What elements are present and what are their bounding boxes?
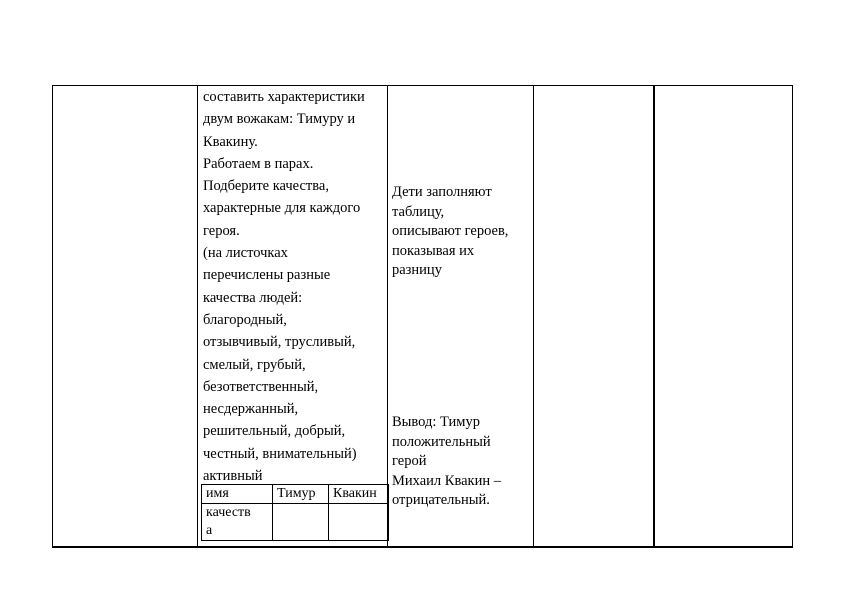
empty-cell-result [534,86,652,546]
text-line: честный, внимательный) [203,445,357,462]
text-line: благородный, [203,311,287,328]
text-line: Квакину. [203,133,258,150]
text-line: составить характеристики [203,89,365,105]
text-line: Вывод: Тимур [392,414,480,430]
text-line: положительный [392,433,491,450]
text-line: двум вожакам: Тимуру и [203,111,356,128]
student-activity-text [392,183,508,281]
text-line: описывают героев, [392,223,509,239]
text-line: герой [392,453,427,469]
cell-timur-qualities [273,504,329,541]
text-line: Работаем в парах. [203,155,314,172]
column-divider-1 [197,85,198,548]
text-line: разницу [392,262,442,278]
text-line: отрицательный. [392,492,490,508]
text-line: Михаил Квакин – [392,472,501,489]
text-line: отзывчивый, трусливый, [203,334,356,351]
text-line: решительный, добрый, [203,423,346,440]
row-label-line: качеств [206,505,251,520]
empty-cell-notes [655,86,791,546]
text-line: Подберите качества, [203,178,329,195]
text-line: смелый, грубый, [203,356,306,373]
qualities-table [201,484,389,541]
column-divider-2 [387,85,388,548]
text-line: активный [203,468,263,485]
text-line: показывая их [392,242,475,259]
text-line: героя. [203,222,240,239]
row-label-qualities [202,504,273,541]
text-line: Дети заполняют [392,184,492,200]
empty-cell-stage [53,86,196,546]
text-line: перечислены разные [203,267,331,284]
teacher-activity-text [203,86,365,487]
text-line: характерные для каждого [203,200,361,217]
header-cell-timur: Тимур [273,485,329,504]
text-line: (на листочках [203,245,288,262]
qualities-table-row [202,504,389,541]
text-line: несдержанный, [203,401,299,418]
header-cell-name: имя [202,485,273,504]
header-cell-kvakin: Квакин [329,485,389,504]
cell-kvakin-qualities [329,504,389,541]
text-line: таблицу, [392,203,445,220]
text-line: безответственный, [203,378,319,395]
row-label-line: а [206,523,213,538]
qualities-table-header-row [202,485,389,504]
conclusion-text [392,413,501,511]
text-line: качества людей: [203,289,303,306]
